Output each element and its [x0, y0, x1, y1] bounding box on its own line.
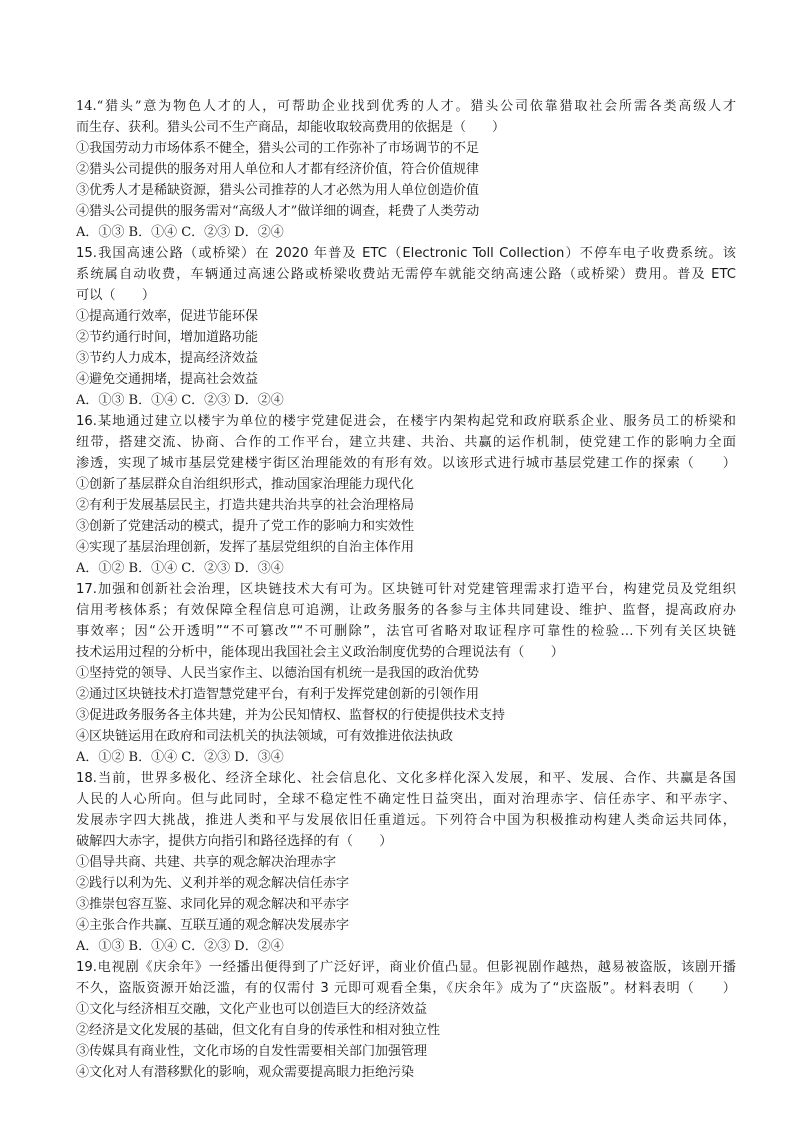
q17-statement-1: ①坚持党的领导、人民当家作主、以德治国有机统一是我国的政治优势 [76, 666, 480, 681]
q18-stem-line-4: 破解四大赤字，提供方向指引和路径选择的有（ ） [76, 834, 393, 849]
q15-stem-line-2: 系统属自动收费，车辆通过高速公路或桥梁收费站无需停车就能交纳高速公路（或桥梁）费用。普及 ETC [76, 267, 736, 282]
q18-statement-3: ③推崇包容互鉴、求同化异的观念解决和平赤字 [76, 897, 350, 912]
q16-stem-line-2: 纽带，搭建交流、协商、合作的工作平台，建立共建、共治、共赢的运作机制，使党建工作的影响力全面 [76, 435, 736, 450]
q14-statement-3: ③优秀人才是稀缺资源，猎头公司推荐的人才必然为用人单位创造价值 [76, 183, 480, 198]
q17-stem-line-3: 事效率；因“公开透明”“不可篡改”“不可删除”，法官可省略对取证程序可靠性的检验…下列有关区块链 [76, 624, 736, 639]
q19-statement-2: ②经济是文化发展的基础，但文化有自身的传承性和相对独立性 [76, 1023, 441, 1038]
q16-stem-line-3: 渗透，实现了城市基层党建楼宇街区治理能效的有形有效。以该形式进行城市基层党建工作的探索（ ） [76, 456, 736, 471]
q14-statement-1: ①我国劳动力市场体系不健全，猎头公司的工作弥补了市场调节的不足 [76, 141, 480, 156]
q17-stem-line-1: 17.加强和创新社会治理，区块链技术大有可为。区块链可针对党建管理需求打造平台，构建党员及党组织 [76, 582, 736, 597]
q16-statement-4: ④实现了基层治理创新，发挥了基层党组织的自治主体作用 [76, 540, 415, 555]
q15-statement-4: ④避免交通拥堵，提高社会效益 [76, 372, 259, 387]
q18-stem-line-3: 发展赤字四大挑战，推进人类和平与发展依旧任重道远。下列符合中国为积极推动构建人类命运共同体， [76, 813, 736, 828]
q16-statement-3: ③创新了党建活动的模式，提升了党工作的影响力和实效性 [76, 519, 415, 534]
q19-statement-4: ④文化对人有潜移默化的影响，观众需要提高眼力拒绝污染 [76, 1065, 415, 1080]
q14-statement-4: ④猎头公司提供的服务需对“高级人才”做详细的调查，耗费了人类劳动 [76, 204, 480, 219]
q18-stem-line-1: 18.当前，世界多极化、经济全球化、社会信息化、文化多样化深入发展，和平、发展、合作、共赢是各国 [76, 771, 736, 786]
q17-stem-line-2: 信用考核体系；有效保障全程信息可追溯，让政务服务的各参与主体共同建设、维护、监督，提高政府办 [76, 603, 736, 618]
q15-statement-1: ①提高通行效率，促进节能环保 [76, 309, 259, 324]
q17-statement-4: ④区块链运用在政府和司法机关的执法领域，可有效推进依法执政 [76, 729, 454, 744]
q18-statement-2: ②践行以利为先、义利并举的观念解决信任赤字 [76, 876, 350, 891]
q18-statement-4: ④主张合作共赢、互联互通的观念解决发展赤字 [76, 918, 350, 933]
q19-statement-1: ①文化与经济相互交融，文化产业也可以创造巨大的经济效益 [76, 1002, 428, 1017]
q14-statement-2: ②猎头公司提供的服务对用人单位和人才都有经济价值，符合价值规律 [76, 162, 480, 177]
q19-stem-line-1: 19.电视剧《庆余年》一经播出便得到了广泛好评，商业价值凸显。但影视剧作越热，越易被盗版，该剧开播 [76, 960, 736, 975]
q18-statement-1: ①倡导共商、共建、共享的观念解决治理赤字 [76, 855, 337, 870]
q16-statement-1: ①创新了基层群众自治组织形式，推动国家治理能力现代化 [76, 477, 415, 492]
q17-stem-line-4: 技术运用过程的分析中，能体现出我国社会主义政治制度优势的合理说法有（ ） [76, 645, 564, 660]
q15-stem-line-3: 可以（ ） [76, 288, 156, 303]
q16-choices: A．①② B．①④ C．②③ D．③④ [76, 561, 284, 576]
q14-stem-line-1: 14.“猎头”意为物色人才的人，可帮助企业找到优秀的人才。猎头公司依靠猎取社会所需各类高级人才 [76, 99, 736, 114]
q19-statement-3: ③传媒具有商业性，文化市场的自发性需要相关部门加强管理 [76, 1044, 428, 1059]
q18-choices: A．①③ B．①④ C．②③ D．②④ [76, 939, 284, 954]
q15-choices: A．①③ B．①④ C．②③ D．②④ [76, 393, 284, 408]
q17-choices: A．①② B．①④ C．②③ D．③④ [76, 750, 284, 765]
q14-stem-line-2: 而生存、获利。猎头公司不生产商品，却能收取较高费用的依据是（ ） [76, 120, 506, 135]
q19-stem-line-2: 不久，盗版资源开始泛滥，有的仅需付 3 元即可观看全集，《庆余年》成为了“庆盗版”。材料表明（ ） [76, 981, 736, 996]
q15-statement-3: ③节约人力成本，提高经济效益 [76, 351, 259, 366]
q14-choices: A．①③ B．①④ C．②③ D．②④ [76, 225, 284, 240]
q16-stem-line-1: 16.某地通过建立以楼宇为单位的楼宇党建促进会，在楼宇内架构起党和政府联系企业、服务员工的桥梁和 [76, 414, 736, 429]
q16-statement-2: ②有利于发展基层民主，打造共建共治共享的社会治理格局 [76, 498, 415, 513]
q15-stem-line-1: 15.我国高速公路（或桥梁）在 2020 年普及 ETC（Electronic Toll Collection）不停车电子收费系统。该 [76, 246, 736, 261]
q18-stem-line-2: 人民的人心所向。但与此同时，全球不稳定性不确定性日益突出，面对治理赤字、信任赤字、和平赤字、 [76, 792, 736, 807]
q17-statement-2: ②通过区块链技术打造智慧党建平台，有利于发挥党建创新的引领作用 [76, 687, 480, 702]
q17-statement-3: ③促进政务服务各主体共建，并为公民知情权、监督权的行使提供技术支持 [76, 708, 506, 723]
q15-statement-2: ②节约通行时间，增加道路功能 [76, 330, 259, 345]
